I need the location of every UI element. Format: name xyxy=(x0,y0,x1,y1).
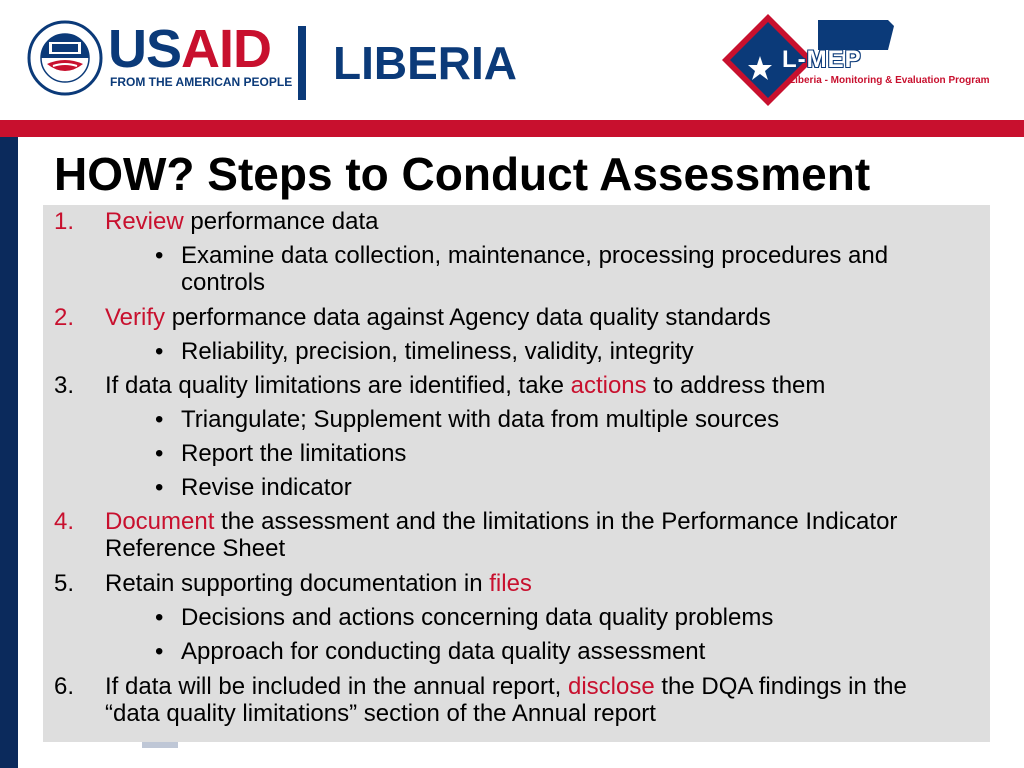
step-keyword: Verify xyxy=(105,304,166,331)
step-number: 6. xyxy=(54,673,75,700)
step-text: If data quality limitations are identified, take xyxy=(105,372,571,399)
bullet-icon: • xyxy=(155,440,164,467)
step-number: 3. xyxy=(54,372,75,399)
step-text: Retain supporting documentation in xyxy=(105,570,490,597)
steps-content-box xyxy=(43,205,990,742)
step-text: performance data xyxy=(183,208,379,235)
step-number: 2. xyxy=(54,304,75,331)
bullet-icon: • xyxy=(155,242,164,269)
step-number: 1. xyxy=(54,208,75,235)
usaid-tagline: FROM THE AMERICAN PEOPLE xyxy=(110,75,293,89)
sub-bullet-text: Examine data collection, maintenance, processing procedures and controls xyxy=(181,242,889,296)
country-name: LIBERIA xyxy=(333,37,517,89)
lmep-subtitle: Liberia - Monitoring & Evaluation Program xyxy=(789,75,990,86)
step-text-end: to address them xyxy=(646,372,826,399)
usaid-seal-icon xyxy=(27,20,103,96)
left-navy-stripe xyxy=(0,137,18,768)
bullet-icon: • xyxy=(155,474,164,501)
step-keyword: actions xyxy=(570,372,647,399)
sub-bullet-text: Triangulate; Supplement with data from multiple sources xyxy=(181,406,780,433)
slide-title: HOW? Steps to Conduct Assessment xyxy=(54,148,871,200)
step-keyword: Review xyxy=(105,208,184,235)
step-keyword: disclose xyxy=(567,673,655,700)
step-text: performance data against Agency data quality standards xyxy=(165,304,771,331)
header-divider xyxy=(298,26,306,100)
bullet-icon: • xyxy=(155,604,164,631)
header-banner xyxy=(0,0,1024,122)
step-number: 5. xyxy=(54,570,75,597)
step-text: the assessment and the limitations in the Performance Indicator Reference Sheet xyxy=(105,508,898,562)
sub-bullet-text: Decisions and actions concerning data quality problems xyxy=(181,604,774,631)
sub-bullet-text: Reliability, precision, timeliness, validity, integrity xyxy=(181,338,694,365)
footer-mark xyxy=(142,742,178,748)
step-text-end: the DQA findings in the “data quality limitations” section of the Annual report xyxy=(105,673,907,727)
bullet-icon: • xyxy=(155,338,164,365)
step-text: If data will be included in the annual report, xyxy=(105,673,568,700)
step-keyword: files xyxy=(489,570,532,597)
bullet-icon: • xyxy=(155,406,164,433)
usaid-wordmark: USAID xyxy=(108,19,272,79)
step-number: 4. xyxy=(54,508,75,535)
sub-bullet-text: Report the limitations xyxy=(181,440,407,467)
bullet-icon: • xyxy=(155,638,164,665)
red-divider-stripe xyxy=(0,120,1024,137)
step-keyword: Document xyxy=(105,508,215,535)
sub-bullet-text: Revise indicator xyxy=(181,474,352,501)
lmep-title: L-MEP xyxy=(782,46,862,73)
sub-bullet-text: Approach for conducting data quality assessment xyxy=(181,638,706,665)
